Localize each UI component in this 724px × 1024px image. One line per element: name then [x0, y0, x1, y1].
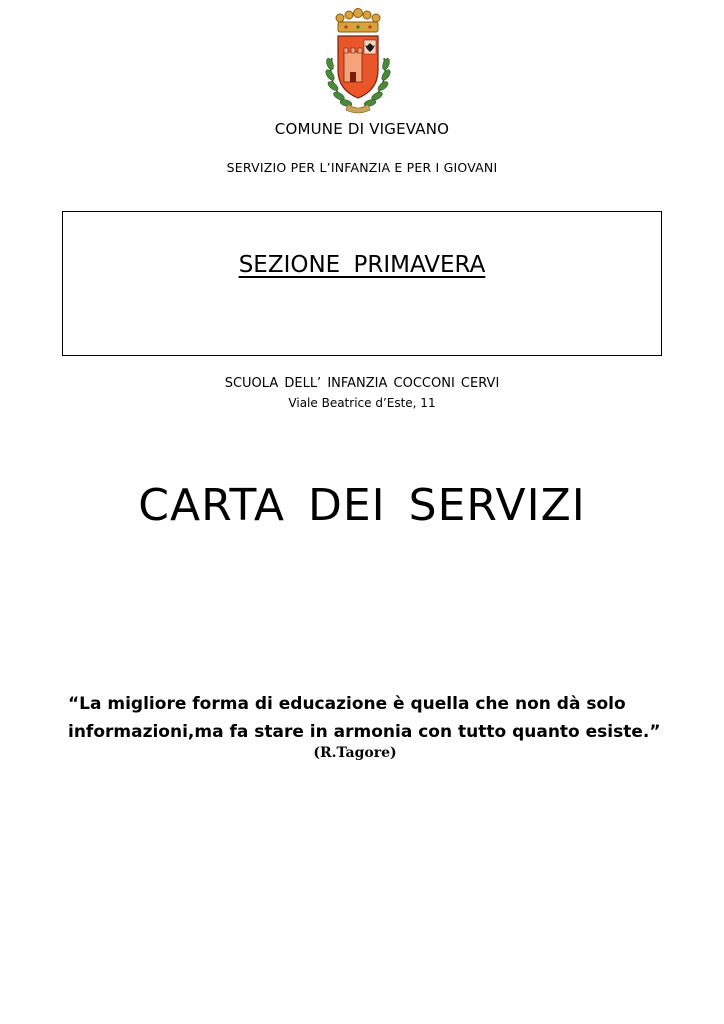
- school-name: SCUOLA DELL’ INFANZIA COCCONI CERVI: [224, 376, 500, 391]
- shield-icon: [338, 36, 378, 98]
- quote-author: (R.Tagore): [313, 745, 397, 761]
- coat-of-arms-icon: [318, 8, 398, 118]
- document-title: CARTA DEI SERVIZI: [138, 480, 586, 531]
- quote: [68, 690, 668, 746]
- quote-line-2: informazioni,ma fa stare in armonia con tutto quanto esiste.”: [68, 722, 661, 742]
- crown-icon: [336, 9, 380, 33]
- municipality-name: COMUNE DI VIGEVANO: [274, 120, 450, 138]
- school-address: Viale Beatrice d’Este, 11: [288, 396, 436, 410]
- section-title: SEZIONE PRIMAVERA: [238, 252, 486, 278]
- service-name: SERVIZIO PER L’INFANZIA E PER I GIOVANI: [226, 160, 498, 175]
- section-box: [62, 211, 662, 356]
- quote-line-1: “La migliore forma di educazione è quella che non dà solo: [68, 694, 626, 714]
